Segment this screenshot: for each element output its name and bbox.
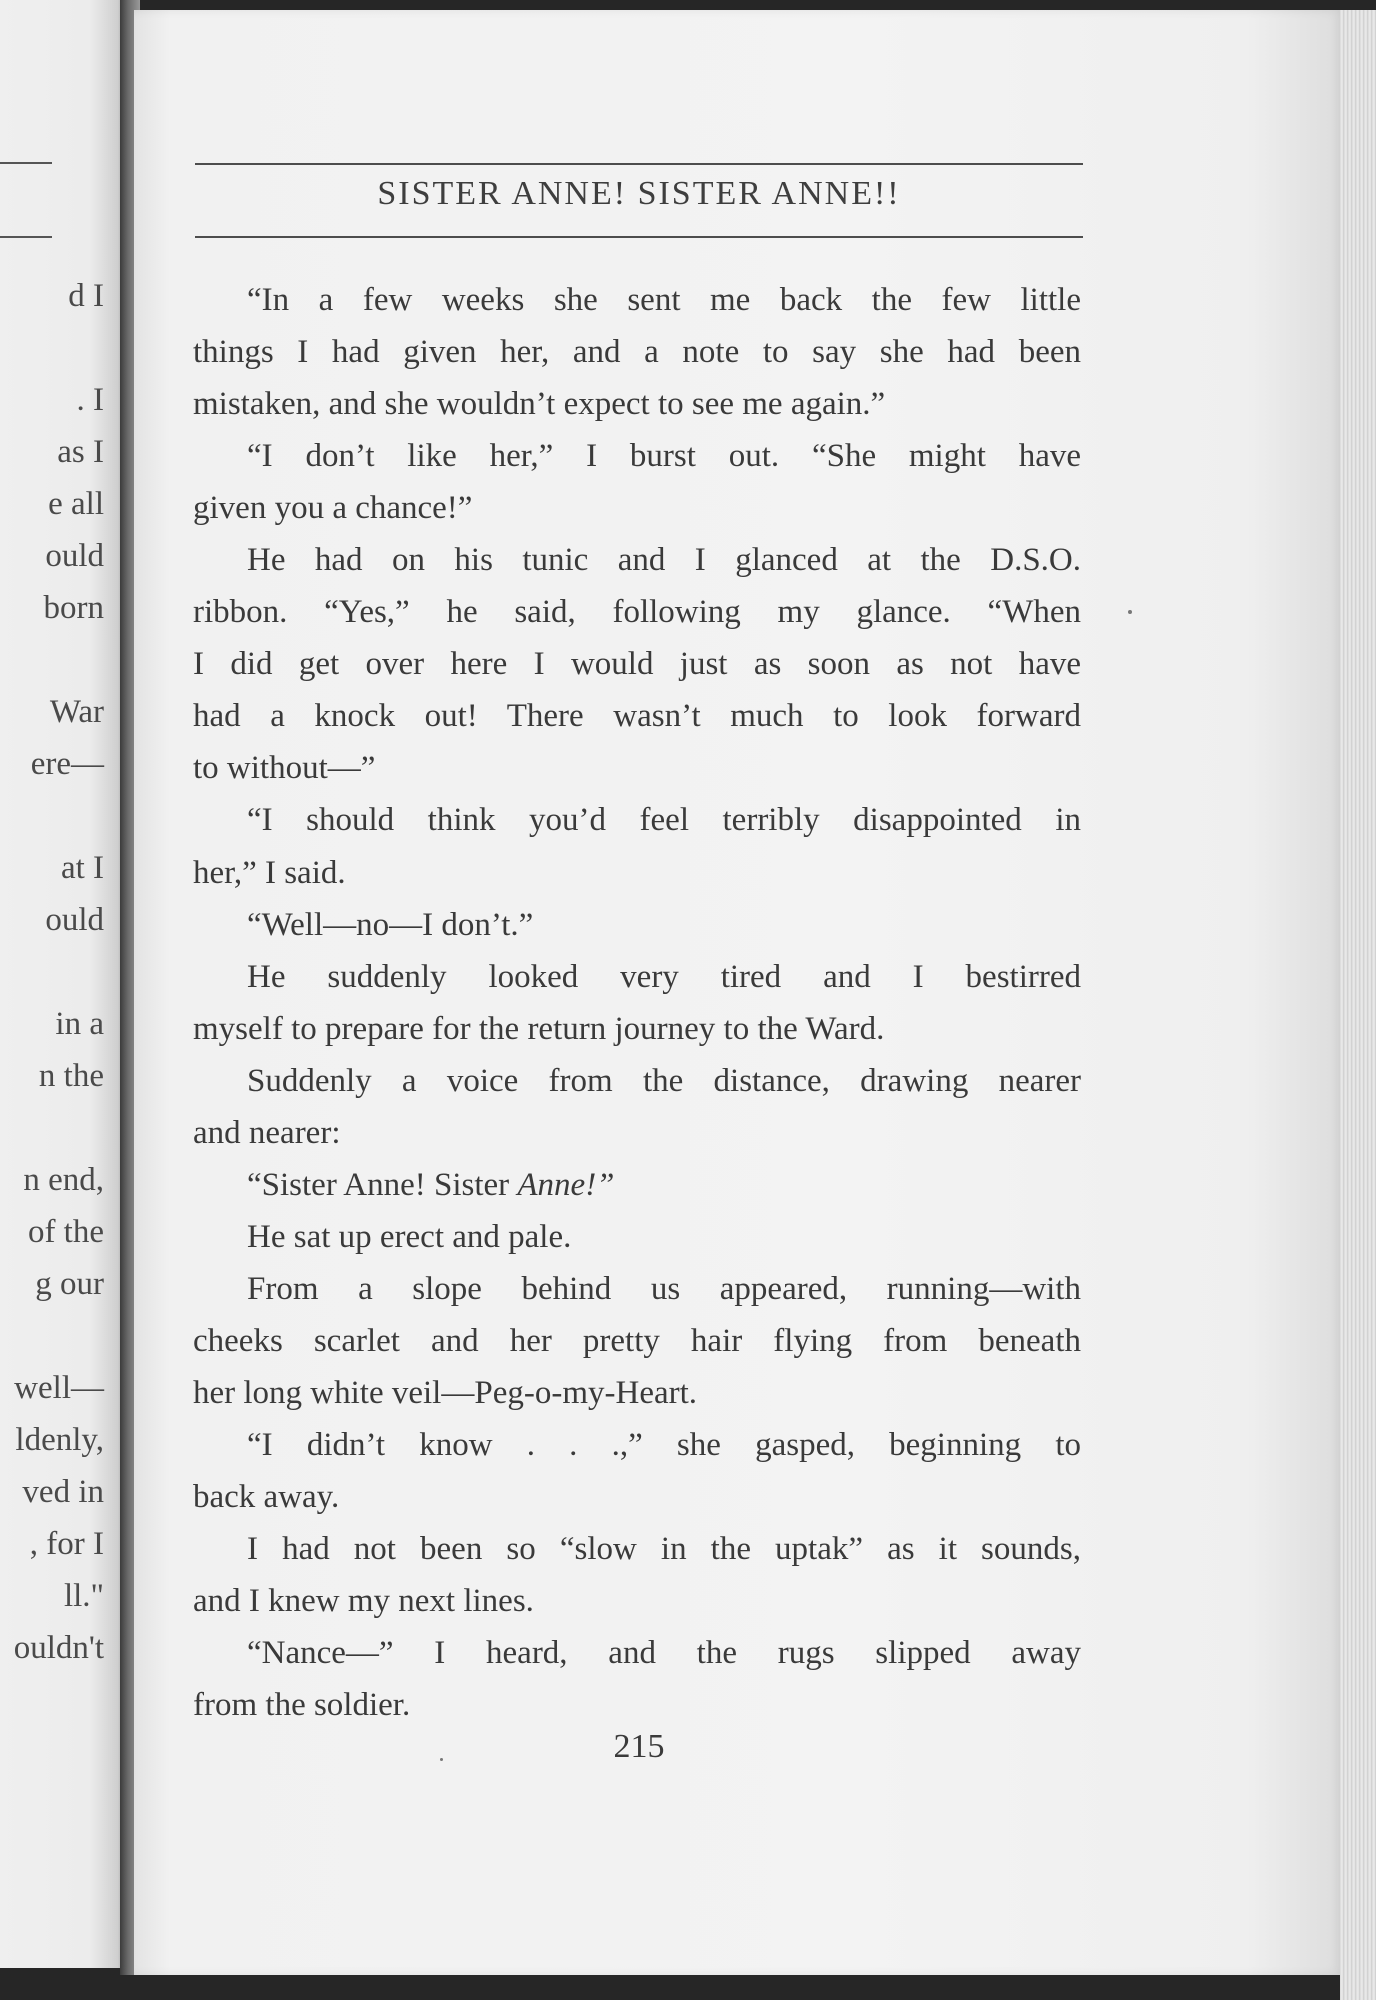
italic-emphasis: Anne!”: [517, 1166, 615, 1203]
text-line: myself to prepare for the return journey to the Ward.: [193, 1010, 885, 1047]
header-rule-top: [195, 163, 1083, 165]
left-text-fragment: War: [49, 694, 104, 730]
left-text-fragment: born: [43, 590, 104, 626]
text-line: “Well—no—I don’t.”: [247, 906, 534, 943]
text-line: He sat up erect and pale.: [247, 1218, 572, 1255]
left-header-rule-bottom: [0, 236, 52, 238]
left-header-rule-top: [0, 162, 52, 164]
text-line: cheeks scarlet and her pretty hair flying from beneath: [193, 1322, 1081, 1359]
text-line: “I didn’t know . . .,” she gasped, beginning to: [247, 1427, 1081, 1464]
text-line: her long white veil—Peg-o-my-Heart.: [193, 1374, 698, 1411]
left-text-fragment: g our: [35, 1266, 104, 1302]
left-text-fragment: , for I: [29, 1526, 104, 1562]
left-text-fragment: ldenly,: [15, 1422, 104, 1458]
text-line: I had not been so “slow in the uptak” as it sounds,: [247, 1531, 1081, 1568]
header-rule-bottom: [195, 236, 1083, 238]
text-line: her,” I said.: [193, 854, 346, 891]
left-text-fragment: ved in: [22, 1474, 104, 1510]
left-text-fragment: at I: [60, 850, 104, 886]
left-text-fragment: ould: [45, 902, 104, 938]
text-line: had a knock out! There wasn’t much to look forward: [193, 698, 1081, 735]
text-line: things I had given her, and a note to say she had been: [193, 334, 1081, 371]
text-line: He had on his tunic and I glanced at the D.S.O.: [247, 542, 1081, 579]
page-edges: [1340, 10, 1376, 2000]
left-text-fragment: e all: [48, 486, 104, 522]
left-text-fragment: well—: [14, 1370, 104, 1406]
text-line: I did get over here I would just as soon as not have: [193, 646, 1081, 683]
text-line: From a slope behind us appeared, running—with: [247, 1270, 1081, 1307]
text-line: back away.: [193, 1479, 340, 1516]
text-line: mistaken, and she wouldn’t expect to see me again.”: [193, 386, 886, 423]
text-line: to without—”: [193, 750, 376, 787]
text-line: Suddenly a voice from the distance, drawing nearer: [247, 1062, 1081, 1099]
text-line: and nearer:: [193, 1114, 341, 1151]
text-line: given you a chance!”: [193, 490, 473, 527]
left-text-fragment: d I: [68, 278, 104, 314]
left-text-fragment: . I: [76, 382, 104, 418]
left-text-fragment: n end,: [23, 1162, 104, 1198]
left-text-fragment: ouldn't: [13, 1630, 104, 1666]
left-text-fragment: of the: [27, 1214, 104, 1250]
text-line: “I should think you’d feel terribly disappointed in: [247, 802, 1081, 839]
text-line: from the soldier.: [193, 1687, 411, 1724]
running-head: SISTER ANNE! SISTER ANNE!!: [377, 175, 901, 212]
left-text-fragment: ll.": [63, 1578, 104, 1614]
text-line: and I knew my next lines.: [193, 1583, 534, 1620]
text-line: He suddenly looked very tired and I bestirred: [247, 958, 1081, 995]
text-line: “Nance—” I heard, and the rugs slipped away: [247, 1635, 1081, 1672]
scan-speck: [440, 1758, 443, 1761]
text-line: ribbon. “Yes,” he said, following my glance. “When: [193, 594, 1081, 631]
text-line: “I don’t like her,” I burst out. “She might have: [247, 438, 1081, 475]
left-page-fragment: [0, 0, 128, 1968]
text-line: [193, 1159, 1081, 1211]
body-text: [193, 274, 1081, 1731]
left-text-fragment: in a: [55, 1006, 104, 1042]
text-line-part: “Sister Anne! Sister: [247, 1166, 518, 1203]
page-number: 215: [613, 1728, 665, 1765]
left-text-fragment: ere—: [30, 746, 104, 782]
left-text-fragment: as I: [57, 434, 104, 470]
scan-speck: [1128, 610, 1132, 614]
text-line: “In a few weeks she sent me back the few little: [247, 282, 1081, 318]
left-text-fragment: ould: [45, 538, 104, 574]
left-text-fragment: n the: [38, 1058, 104, 1094]
